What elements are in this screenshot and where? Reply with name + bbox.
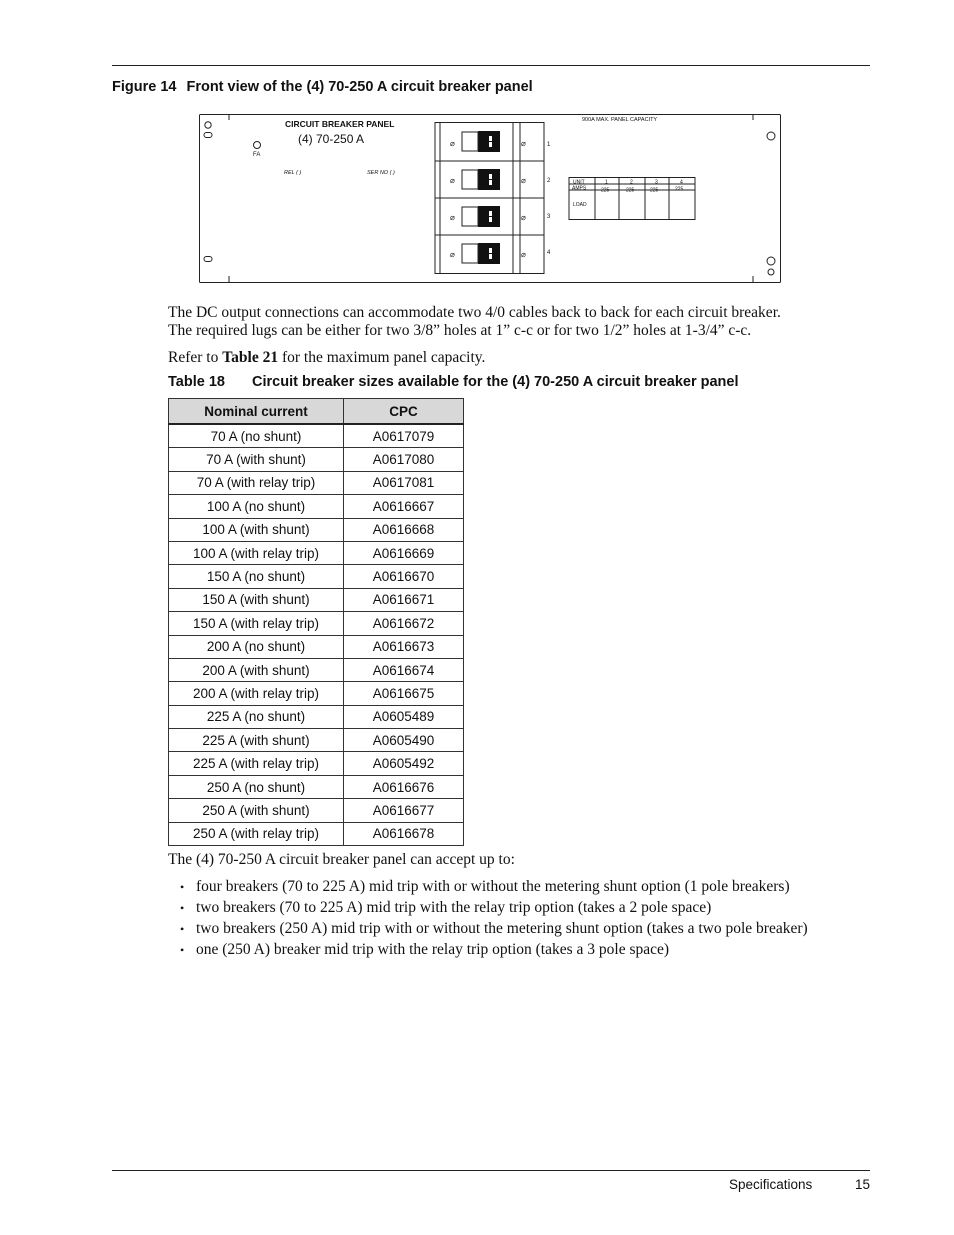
breaker-handle [462,169,500,190]
table-row [169,752,464,775]
cpc-cell: A0616678 [344,822,464,845]
column-header-nominal-current: Nominal current [169,399,344,425]
column-header-cpc: CPC [344,399,464,425]
load-table-amps: 225 [650,187,659,194]
cpc-cell: A0616674 [344,658,464,681]
table-21-link[interactable]: Table 21 [222,349,279,366]
table-row [169,541,464,564]
list-item: • one (250 A) breaker mid trip with the relay trip option (takes a 3 pole space) [180,941,880,959]
nominal-current-cell: 250 A (no shunt) [169,775,344,798]
nominal-current-cell: 200 A (with relay trip) [169,682,344,705]
panel-model: (4) 70-250 A [298,132,365,146]
cpc-cell: A0605489 [344,705,464,728]
breaker-panel-figure [199,113,783,285]
cpc-cell: A0605492 [344,752,464,775]
load-table-load-label: LOAD [573,202,587,208]
load-table-unit: 2 [630,179,633,186]
table-row [169,495,464,518]
paragraph-dc-output [168,304,781,340]
cpc-cell: A0616671 [344,588,464,611]
nominal-current-cell: 250 A (with relay trip) [169,822,344,845]
reference-prefix: Refer to [168,349,223,366]
breaker-handle [462,131,500,152]
load-table-amps: 225 [626,187,635,194]
table-row [169,775,464,798]
list-item: • two breakers (70 to 225 A) mid trip with the relay trip option (takes a 2 pole space) [180,899,880,917]
nominal-current-cell: 225 A (with shunt) [169,729,344,752]
load-table-unit: 4 [680,179,683,186]
load-table-unit: 3 [655,179,658,186]
svg-text:⌀: ⌀ [450,176,455,185]
nominal-current-cell: 200 A (with shunt) [169,658,344,681]
cpc-cell: A0616670 [344,565,464,588]
page-number: 15 [855,1177,871,1192]
cpc-cell: A0616677 [344,799,464,822]
nominal-current-cell: 150 A (no shunt) [169,565,344,588]
nominal-current-cell: 70 A (with relay trip) [169,471,344,494]
breaker-handle [462,206,500,227]
breaker-options-list [180,878,880,962]
figure-label: Figure 14 [112,79,177,95]
table-row [169,658,464,681]
cpc-cell: A0616668 [344,518,464,541]
rel-label: REL ( ) [284,170,302,176]
table-row [169,612,464,635]
svg-text:⌀: ⌀ [521,250,526,259]
nominal-current-cell: 250 A (with shunt) [169,799,344,822]
table-row [169,822,464,845]
table-label: Table 18 [168,374,225,390]
footer-section: Specifications [729,1177,813,1192]
table-row [169,588,464,611]
position-number: 2 [547,178,551,184]
table-title: Circuit breaker sizes available for the (4) 70-250 A circuit breaker panel [252,374,739,390]
table-row [169,635,464,658]
cpc-cell: A0617081 [344,471,464,494]
table-caption [168,374,739,390]
nominal-current-cell: 150 A (with relay trip) [169,612,344,635]
load-table-amps: 225 [601,187,610,194]
nominal-current-cell: 100 A (no shunt) [169,495,344,518]
cpc-cell: A0616676 [344,775,464,798]
table-row [169,682,464,705]
load-table-unit: 1 [605,179,608,186]
cpc-cell: A0616673 [344,635,464,658]
svg-text:⌀: ⌀ [521,176,526,185]
figure-caption [112,79,533,95]
table-row [169,424,464,448]
svg-text:⌀: ⌀ [450,250,455,259]
breaker-sizes-table [168,398,464,846]
nominal-current-cell: 100 A (with relay trip) [169,541,344,564]
paragraph-table-reference [168,349,485,367]
cpc-cell: A0605490 [344,729,464,752]
panel-heading: CIRCUIT BREAKER PANEL [285,119,395,129]
breaker-handle [462,243,500,264]
load-table-amps: 225 [675,186,684,193]
svg-text:⌀: ⌀ [521,213,526,222]
cpc-cell: A0616667 [344,495,464,518]
cpc-cell: A0616669 [344,541,464,564]
table-row [169,729,464,752]
paragraph-line: The required lugs can be either for two 3/8” holes at 1” c-c or for two 1/2” holes at 1-3/4” c-c. [168,322,752,339]
load-table-amps-label: AMPS [572,185,587,192]
cpc-cell: A0617079 [344,424,464,448]
nominal-current-cell: 150 A (with shunt) [169,588,344,611]
table-row [169,799,464,822]
table-row [169,448,464,471]
nominal-current-cell: 200 A (no shunt) [169,635,344,658]
ser-label: SER NO ( ) [367,170,395,176]
table-row [169,518,464,541]
figure-title: Front view of the (4) 70-250 A circuit breaker panel [186,79,533,95]
svg-text:⌀: ⌀ [450,139,455,148]
footer-rule [112,1170,870,1171]
paragraph-line: The DC output connections can accommodate two 4/0 cables back to back for each circuit breaker. [168,304,781,321]
cpc-cell: A0617080 [344,448,464,471]
position-number: 3 [547,214,551,220]
load-table-unit-label: UNIT [573,179,585,186]
list-item: • four breakers (70 to 225 A) mid trip with or without the metering shunt option (1 pole breakers) [180,878,880,896]
table-header-row [169,399,464,425]
table-row [169,565,464,588]
position-number: 4 [547,250,551,256]
capacity-label: 900A MAX. PANEL CAPACITY [582,117,658,123]
top-rule [112,65,870,66]
table-row [169,705,464,728]
list-item: • two breakers (250 A) mid trip with or without the metering shunt option (takes a two pole breaker) [180,920,880,938]
nominal-current-cell: 225 A (no shunt) [169,705,344,728]
svg-text:⌀: ⌀ [521,139,526,148]
nominal-current-cell: 70 A (with shunt) [169,448,344,471]
nominal-current-cell: 70 A (no shunt) [169,424,344,448]
cpc-cell: A0616675 [344,682,464,705]
table-row [169,471,464,494]
fa-label: FA [253,152,261,158]
reference-suffix: for the maximum panel capacity. [278,349,486,366]
position-number: 1 [547,142,551,148]
nominal-current-cell: 225 A (with relay trip) [169,752,344,775]
svg-text:⌀: ⌀ [450,213,455,222]
paragraph-accepts: The (4) 70-250 A circuit breaker panel can accept up to: [168,851,515,868]
nominal-current-cell: 100 A (with shunt) [169,518,344,541]
cpc-cell: A0616672 [344,612,464,635]
